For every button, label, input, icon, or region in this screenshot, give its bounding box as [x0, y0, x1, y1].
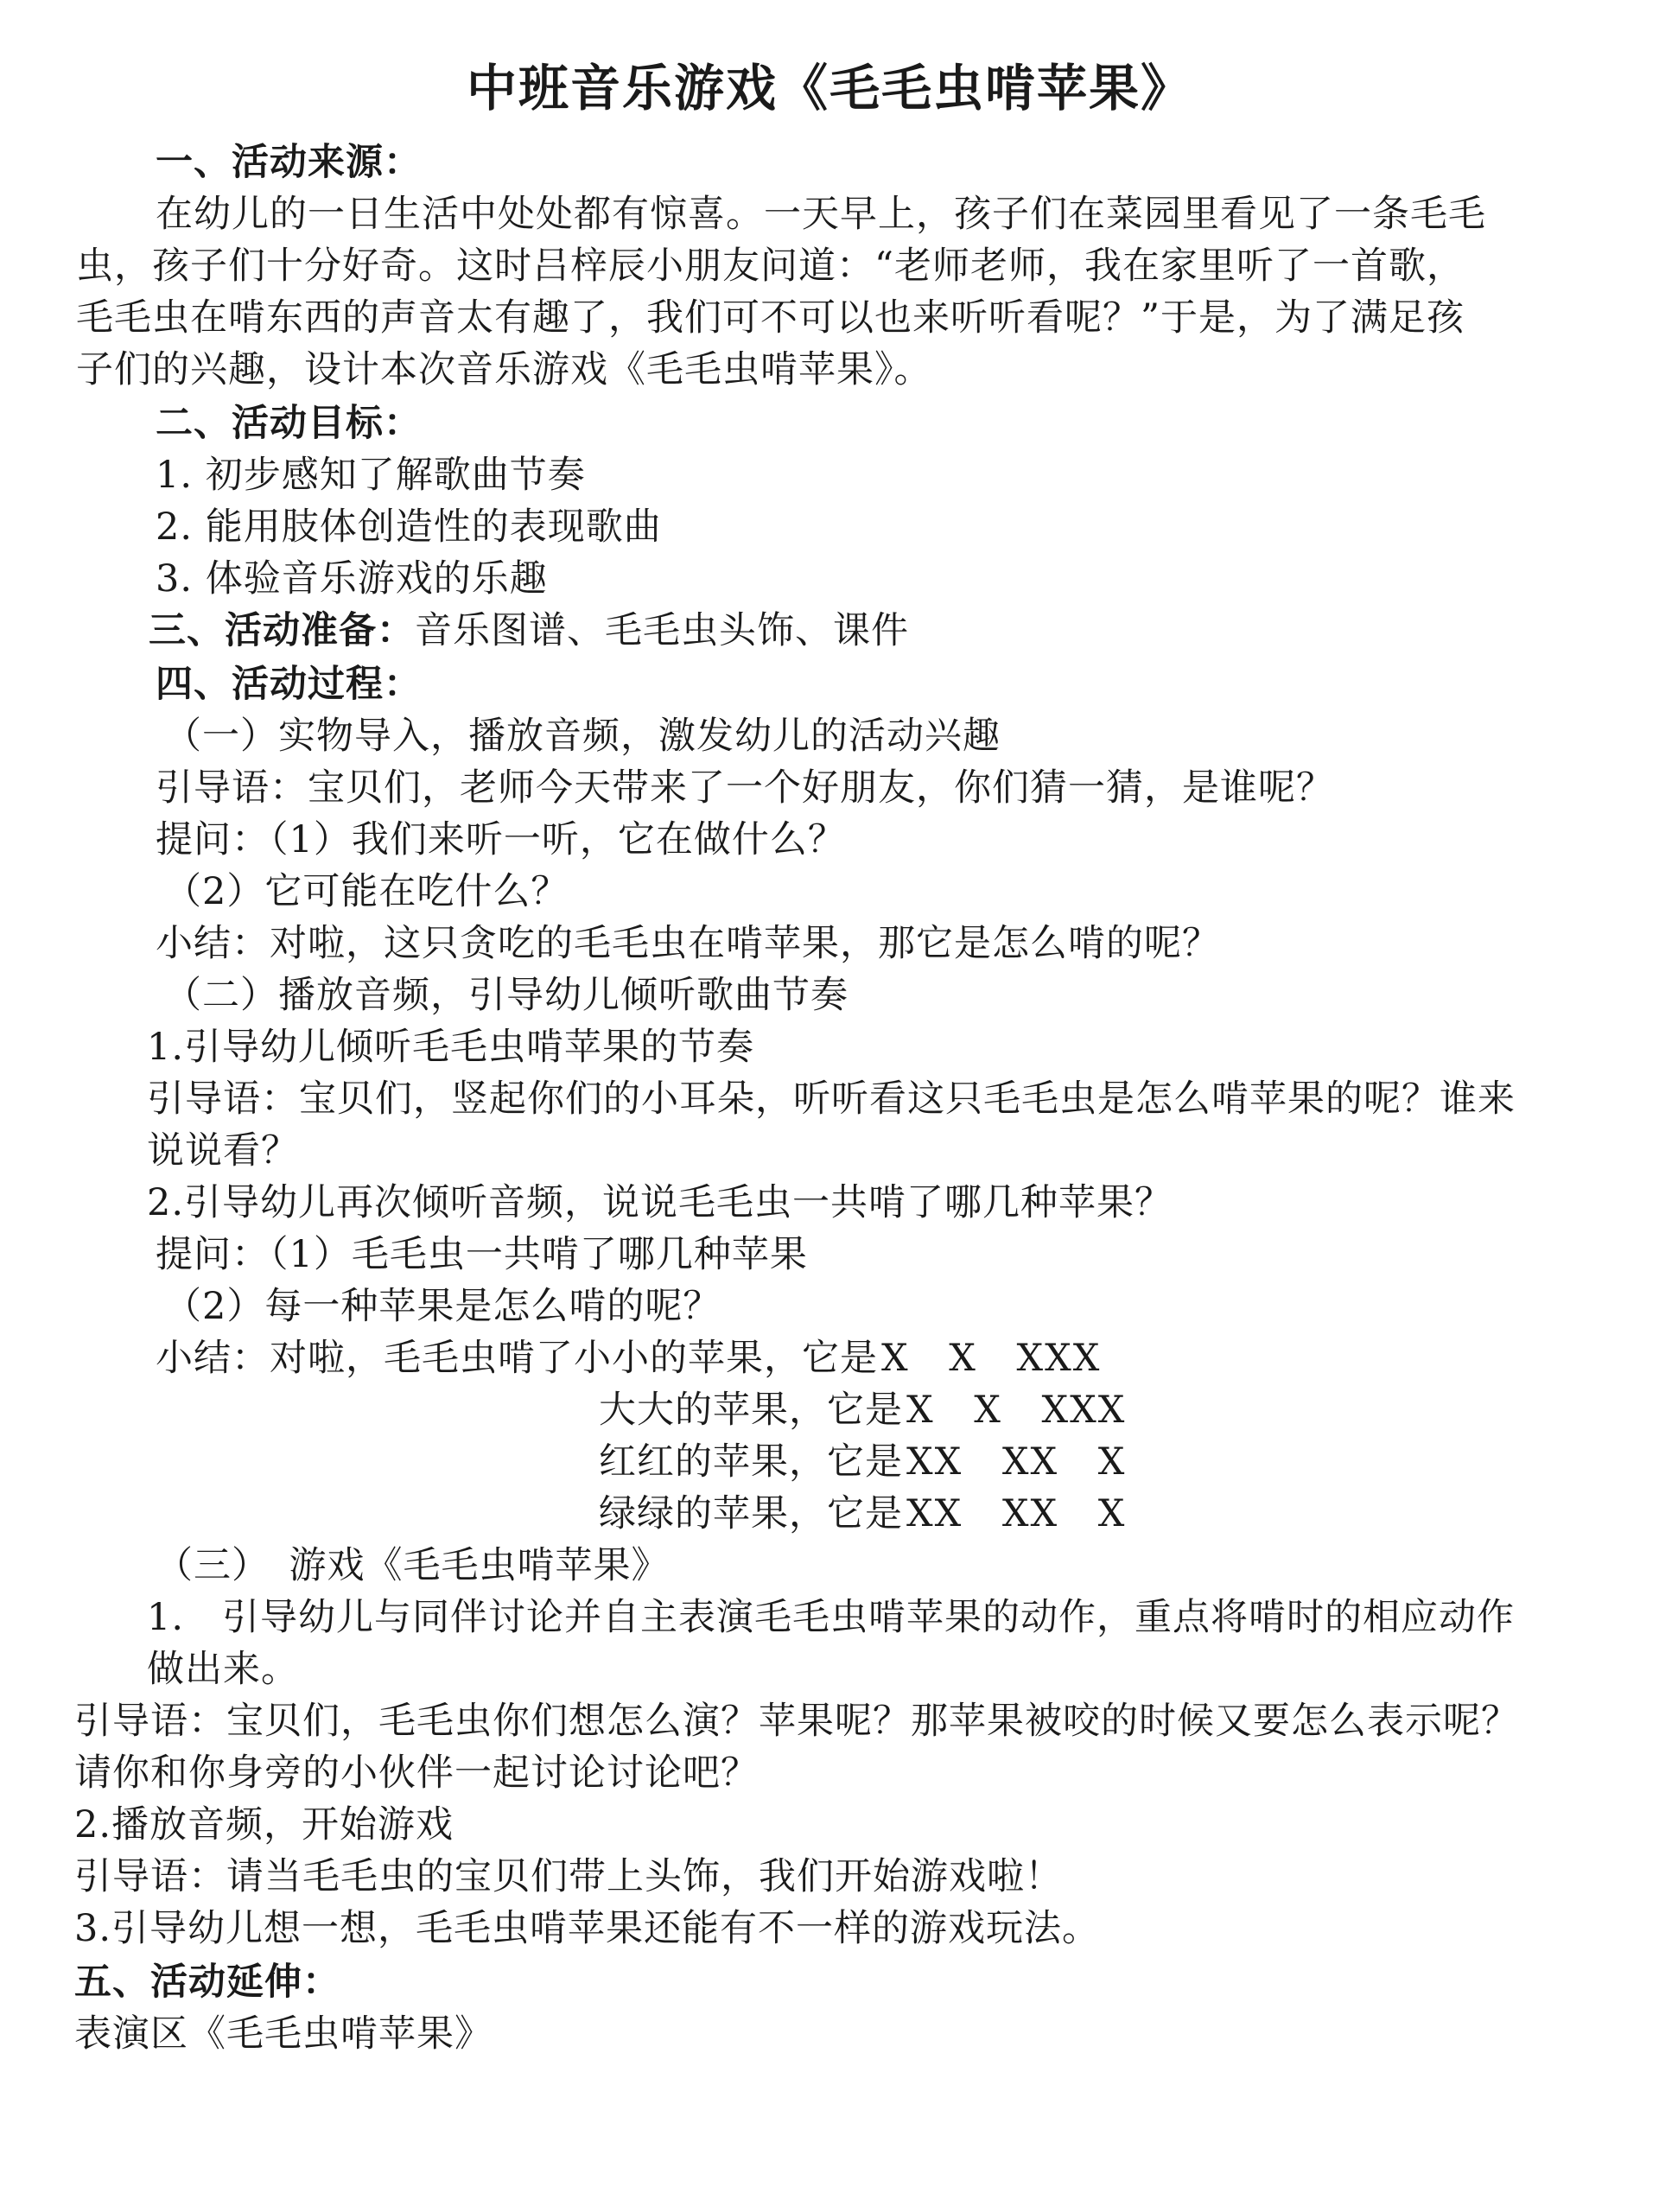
rhythm-line	[599, 1386, 1126, 1434]
guide-text: 引导语：宝贝们，毛毛虫你们想怎么演？苹果呢？那苹果被咬的时候又要怎么表示呢？	[74, 1700, 1519, 1743]
section-heading-preparation: 三、活动准备：	[149, 609, 415, 652]
rhythm-label: 绿绿的苹果，它是	[599, 1492, 903, 1535]
sub-step: 2.引导幼儿再次倾听音频，说说毛毛虫一共啃了哪几种苹果？	[147, 1181, 1173, 1224]
paragraph-line: 虫，孩子们十分好奇。这时吕梓辰小朋友问道：“老师老师，我在家里听了一首歌，	[76, 245, 1465, 288]
question-text: 提问：（1）毛毛虫一共啃了哪几种苹果	[156, 1233, 808, 1276]
extension-content: 表演区《毛毛虫啃苹果》	[74, 2012, 493, 2056]
summary-prefix: 小结：对啦，毛毛虫啃了	[156, 1337, 574, 1380]
summary-text	[156, 1334, 1101, 1382]
preparation-content: 音乐图谱、毛毛虫头饰、课件	[415, 609, 909, 652]
guide-text: 请你和你身旁的小伙伴一起讨论讨论吧？	[74, 1751, 759, 1795]
rhythm-pattern: X X XXX	[881, 1337, 1102, 1380]
paragraph-line: 子们的兴趣，设计本次音乐游戏《毛毛虫啃苹果》。	[76, 348, 932, 391]
goal-item: 3. 体验音乐游戏的乐趣	[156, 557, 548, 601]
sub-step: 3.引导幼儿想一想，毛毛虫啃苹果还能有不一样的游戏玩法。	[74, 1907, 1101, 1950]
question-text: （2）它可能在吃什么？	[164, 870, 569, 913]
guide-text: 引导语：宝贝们，竖起你们的小耳朵，听听看这只毛毛虫是怎么啃苹果的呢？谁来	[147, 1077, 1516, 1121]
section-heading-process: 四、活动过程：	[156, 663, 422, 706]
rhythm-label: 小小的苹果，它是	[574, 1337, 878, 1380]
question-text: 提问：（1）我们来听一听，它在做什么？	[156, 818, 846, 861]
section-heading-source: 一、活动来源：	[156, 141, 422, 184]
rhythm-pattern: XX XX X	[906, 1440, 1127, 1484]
goal-item: 1. 初步感知了解歌曲节奏	[156, 454, 586, 497]
rhythm-line	[599, 1490, 1126, 1538]
paragraph-line: 在幼儿的一日生活中处处都有惊喜。一天早上，孩子们在菜园里看见了一条毛毛	[156, 193, 1486, 236]
step-title: （三） 游戏《毛毛虫啃苹果》	[156, 1544, 670, 1587]
sub-step: 2.播放音频，开始游戏	[74, 1803, 454, 1847]
summary-text: 小结：对啦，这只贪吃的毛毛虫在啃苹果，那它是怎么啃的呢？	[156, 922, 1220, 965]
question-text: （2）每一种苹果是怎么啃的呢？	[164, 1285, 721, 1328]
document-title: 中班音乐游戏《毛毛虫啃苹果》	[466, 59, 1192, 118]
rhythm-label: 红红的苹果，它是	[599, 1440, 903, 1484]
sub-step: 做出来。	[147, 1648, 299, 1691]
rhythm-line	[599, 1438, 1126, 1486]
guide-text: 引导语：请当毛毛虫的宝贝们带上头饰，我们开始游戏啦！	[74, 1855, 1063, 1898]
section-heading-extension: 五、活动延伸：	[74, 1961, 340, 2004]
sub-step: 1. 引导幼儿与同伴讨论并自主表演毛毛虫啃苹果的动作，重点将啃时的相应动作	[147, 1596, 1516, 1639]
goal-item: 2. 能用肢体创造性的表现歌曲	[156, 505, 662, 549]
step-title: （一）实物导入，播放音频，激发幼儿的活动兴趣	[164, 715, 1001, 758]
rhythm-label: 大大的苹果，它是	[599, 1389, 903, 1432]
sub-step: 1.引导幼儿倾听毛毛虫啃苹果的节奏	[147, 1026, 755, 1069]
paragraph-line: 毛毛虫在啃东西的声音太有趣了，我们可不可以也来听听看呢？”于是，为了满足孩	[76, 296, 1465, 340]
guide-text: 引导语：宝贝们，老师今天带来了一个好朋友，你们猜一猜，是谁呢？	[156, 766, 1334, 810]
section-heading-goals: 二、活动目标：	[156, 402, 422, 445]
section-preparation	[149, 607, 909, 655]
rhythm-pattern: X X XXX	[906, 1389, 1127, 1432]
step-title: （二）播放音频，引导幼儿倾听歌曲节奏	[164, 974, 849, 1017]
guide-text: 说说看？	[147, 1129, 299, 1173]
rhythm-pattern: XX XX X	[906, 1492, 1127, 1535]
